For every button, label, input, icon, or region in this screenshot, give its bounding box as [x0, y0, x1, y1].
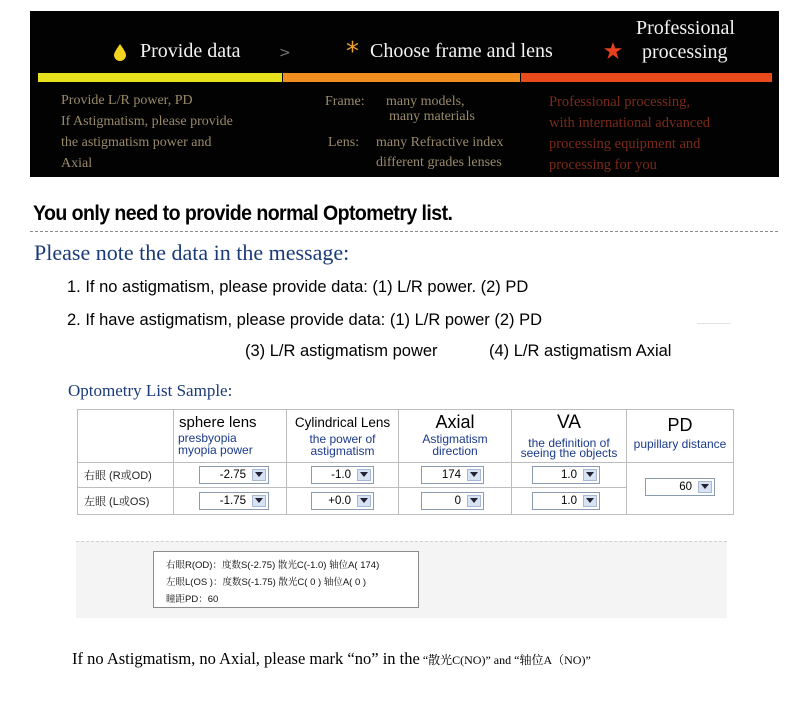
sphere-select-right[interactable] [199, 466, 269, 484]
header-sub: myopia power [178, 443, 253, 457]
cell-va-left [512, 488, 627, 515]
footer-main: If no Astigmatism, no Axial, please mark “no” in the [72, 649, 420, 668]
step-processing [636, 16, 735, 64]
header-title: Axial [435, 412, 475, 432]
note-title: Please note the data in the message: [34, 240, 350, 265]
header-va [512, 410, 627, 463]
lens-label: Lens: [328, 135, 360, 150]
step-provide-data-label: Provide data [140, 40, 241, 62]
footer-note [72, 649, 591, 669]
footer-cn: “散光C(NO)” and “轴位A（NO)” [419, 653, 591, 667]
instruction-1: 1. If no astigmatism, please provide data: (1) L/R power. (2) PD [67, 278, 529, 296]
cell-axial-right [399, 463, 512, 488]
asterisk-icon: * [346, 37, 359, 68]
step-provide-data [113, 40, 241, 63]
header-pd [627, 410, 734, 463]
cell-pd [627, 463, 734, 515]
chevron-down-icon[interactable] [583, 495, 597, 507]
frame-line-1: many models, [386, 94, 465, 109]
sample-title: Optometry List Sample: [68, 381, 233, 400]
desc-line: Professional processing, [549, 94, 690, 110]
header-sub: astigmatism [310, 444, 375, 458]
axial-select-left[interactable] [421, 492, 484, 510]
cell-va-right [512, 463, 627, 488]
step-separator: > [279, 45, 291, 61]
frame-label: Frame: [325, 94, 365, 109]
select-value: -1.0 [331, 469, 351, 481]
select-value: +0.0 [328, 495, 351, 507]
message-line-right: 右眼R(OD)：度数S(-2.75) 散光C(-1.0) 轴位A( 174) [166, 560, 380, 571]
step-choose-frame-label: Choose frame and lens [370, 40, 553, 62]
cell-sphere-left [174, 488, 287, 515]
chevron-down-icon[interactable] [467, 495, 481, 507]
desc-line: with international advanced [549, 115, 711, 131]
header-title: Cylindrical Lens [294, 415, 391, 430]
header-sub: pupillary distance [633, 437, 727, 451]
message-line-left: 左眼L(OS )：度数S(-1.75) 散光C( 0 ) 轴位A( 0 ) [166, 577, 367, 588]
progress-bar-red [521, 73, 772, 82]
sphere-select-left[interactable] [199, 492, 269, 510]
va-select-right[interactable] [532, 466, 600, 484]
desc-line: the astigmatism power and [61, 135, 212, 150]
lens-line-2: different grades lenses [376, 155, 502, 170]
chevron-down-icon[interactable] [252, 495, 266, 507]
row-label-left: 左眼 (L或OS) [78, 488, 174, 515]
header-sphere [174, 410, 287, 463]
progress-bar-yellow [38, 73, 282, 82]
axial-select-right[interactable] [421, 466, 484, 484]
provide-data-description [61, 90, 291, 174]
chevron-down-icon[interactable] [698, 481, 712, 493]
header-empty [78, 410, 174, 463]
va-select-left[interactable] [532, 492, 600, 510]
select-value: 0 [454, 495, 461, 507]
header-sub: presbyopia [178, 431, 237, 445]
desc-line: Provide L/R power, PD [61, 93, 193, 108]
desc-line: processing equipment and [549, 136, 701, 152]
desc-line: Axial [61, 156, 93, 171]
chevron-down-icon[interactable] [583, 469, 597, 481]
header-sub: seeing the objects [520, 446, 618, 460]
header-title: VA [557, 412, 581, 433]
select-value: 174 [441, 469, 461, 481]
instruction-3b: (4) L/R astigmatism Axial [489, 342, 672, 360]
select-value: 1.0 [561, 495, 577, 507]
header-axial [399, 410, 512, 463]
step-processing-label-2: processing [642, 41, 728, 63]
select-value: 60 [679, 481, 692, 493]
processing-description [549, 92, 769, 176]
message-box [153, 551, 419, 608]
progress-bar-orange [283, 73, 520, 82]
cyl-select-left[interactable] [311, 492, 374, 510]
star-icon [604, 42, 622, 59]
step-choose-frame [346, 37, 553, 68]
pd-select[interactable] [645, 478, 715, 496]
lens-line-1: many Refractive index [376, 135, 504, 150]
cell-axial-left [399, 488, 512, 515]
drop-icon [113, 43, 127, 61]
headline: You only need to provide normal Optometry list. [33, 202, 453, 225]
cell-cyl-left [287, 488, 399, 515]
header-sub: Astigmatism [422, 432, 488, 446]
divider [697, 323, 731, 324]
header-cyl [287, 410, 399, 463]
select-value: -2.75 [219, 469, 246, 481]
chevron-down-icon[interactable] [467, 469, 481, 481]
dashed-divider [30, 231, 778, 232]
row-label-right: 右眼 (R或OD) [78, 463, 174, 488]
desc-line: If Astigmatism, please provide [61, 114, 233, 129]
chevron-down-icon[interactable] [252, 469, 266, 481]
desc-line: processing for you [549, 157, 657, 173]
select-value: -1.75 [219, 495, 246, 507]
cyl-select-right[interactable] [311, 466, 374, 484]
step-processing-label-1: Professional [636, 17, 735, 39]
message-line-pd: 瞳距PD：60 [166, 594, 219, 605]
header-title: PD [667, 415, 693, 435]
chevron-down-icon[interactable] [357, 469, 371, 481]
chevron-down-icon[interactable] [357, 495, 371, 507]
frame-line-2: many materials [389, 109, 475, 124]
optometry-table [77, 409, 734, 515]
header-sub: the definition of [528, 436, 610, 450]
instruction-2: 2. If have astigmatism, please provide data: (1) L/R power (2) PD [67, 311, 543, 329]
header-sub: the power of [309, 432, 376, 446]
instruction-3a: (3) L/R astigmatism power [245, 342, 438, 360]
header-sub: direction [432, 444, 478, 458]
header-title: sphere lens [179, 414, 257, 431]
cell-sphere-right [174, 463, 287, 488]
cell-cyl-right [287, 463, 399, 488]
select-value: 1.0 [561, 469, 577, 481]
